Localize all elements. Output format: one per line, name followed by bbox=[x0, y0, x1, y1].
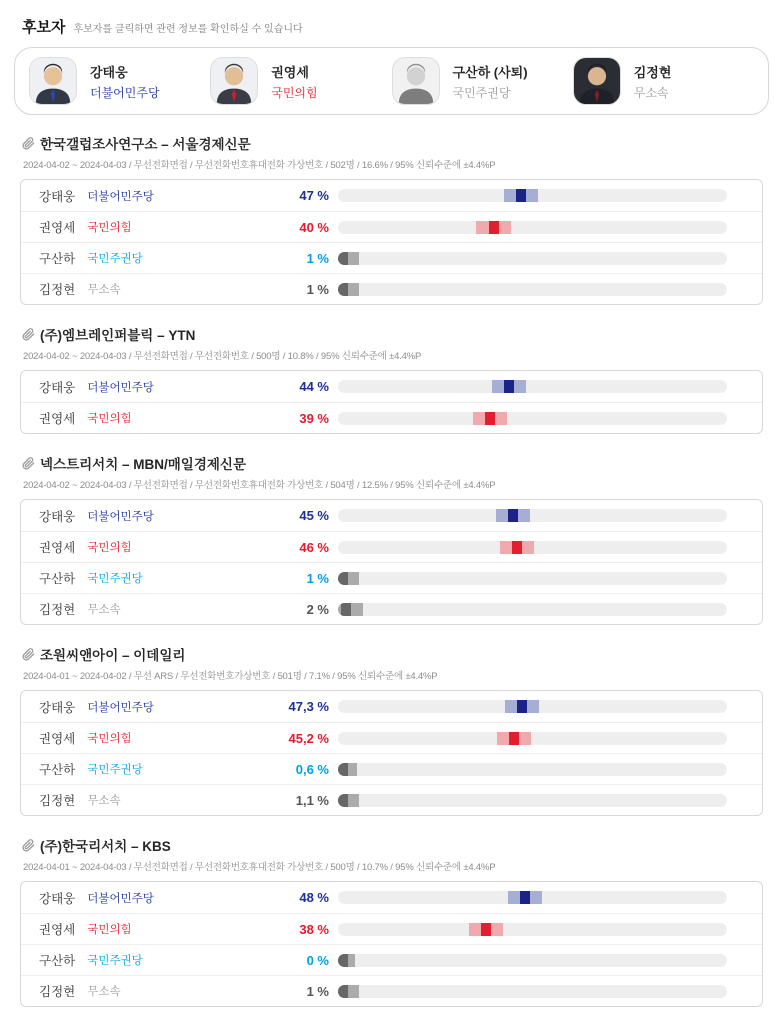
candidate-name: 강태웅 bbox=[39, 509, 76, 524]
poll-head bbox=[22, 324, 763, 344]
poll-row bbox=[21, 242, 762, 273]
candidate-name: 구산하 bbox=[39, 763, 76, 777]
poll-percentage: 47 % bbox=[299, 188, 329, 203]
poll-head bbox=[22, 644, 763, 664]
poll-bar-track bbox=[338, 189, 727, 202]
poll-percentage: 1,1 % bbox=[295, 792, 329, 808]
row-left bbox=[39, 760, 271, 778]
row-left bbox=[39, 698, 271, 716]
row-left bbox=[39, 600, 271, 618]
candidate-party: 더불어민주당 bbox=[87, 510, 154, 523]
candidate-info bbox=[453, 62, 528, 101]
poll-bar-track bbox=[338, 923, 727, 936]
poll-percentage: 1 % bbox=[306, 983, 329, 999]
poll-bar-track bbox=[338, 252, 727, 265]
paperclip-icon bbox=[22, 839, 35, 852]
candidate-info bbox=[90, 62, 160, 101]
poll-meta: 2024-04-02 ~ 2024-04-03 / 무선전화면접 / 무선전화번호 / 500명 / 10.8% / 95% 신뢰수준에 ±4.4%P bbox=[23, 351, 422, 362]
candidate-party: 무소속 bbox=[87, 604, 121, 616]
poll-title: 조원씨앤아이 – 이데일리 bbox=[40, 648, 186, 663]
poll-table bbox=[20, 370, 763, 434]
poll-percentage: 1 % bbox=[306, 250, 329, 266]
row-left bbox=[39, 280, 271, 298]
row-left bbox=[39, 409, 271, 427]
poll-section bbox=[20, 644, 763, 816]
value-marker bbox=[338, 283, 348, 296]
row-left bbox=[39, 920, 271, 938]
candidate-name: 김정현 bbox=[39, 283, 76, 297]
poll-percentage: 1 % bbox=[306, 281, 329, 297]
row-left bbox=[39, 538, 271, 556]
poll-percentage: 45,2 % bbox=[288, 730, 329, 746]
candidate-party: 무소속 bbox=[633, 85, 669, 100]
candidate-party: 국민의힘 bbox=[271, 85, 318, 100]
candidate-name: 강태웅 bbox=[39, 380, 76, 395]
candidate-name: 강태웅 bbox=[90, 64, 128, 80]
poll-row bbox=[21, 913, 762, 944]
poll-section bbox=[20, 133, 763, 305]
poll-bar-track bbox=[338, 732, 727, 745]
poll-bar-track bbox=[338, 985, 727, 998]
row-left bbox=[39, 729, 271, 747]
poll-meta: 2024-04-02 ~ 2024-04-03 / 무선전화면접 / 무선전화번호휴대전화 가상번호 / 504명 / 12.5% / 95% 신뢰수준에 ±4.4%P bbox=[23, 480, 496, 491]
value-marker bbox=[338, 572, 348, 585]
poll-percentage: 40 % bbox=[299, 219, 329, 235]
candidate-card[interactable] bbox=[210, 57, 391, 105]
poll-title: 한국갤럽조사연구소 – 서울경제신문 bbox=[40, 137, 251, 152]
poll-section bbox=[20, 324, 763, 434]
row-left bbox=[39, 982, 271, 1000]
value-marker bbox=[338, 763, 348, 776]
page-header bbox=[22, 16, 763, 37]
poll-meta: 2024-04-01 ~ 2024-04-02 / 무선 ARS / 무선전화번호가상번호 / 501명 / 7.1% / 95% 신뢰수준에 ±4.4%P bbox=[23, 671, 438, 682]
poll-table bbox=[20, 881, 763, 1007]
value-marker bbox=[509, 732, 519, 745]
poll-bar-track bbox=[338, 221, 727, 234]
candidate-party: 국민의힘 bbox=[87, 924, 132, 936]
poll-table bbox=[20, 499, 763, 625]
candidate-name: 강태웅 bbox=[39, 891, 76, 906]
paperclip-icon bbox=[22, 457, 35, 470]
candidate-party: 더불어민주당 bbox=[87, 381, 154, 394]
candidate-card[interactable] bbox=[392, 57, 573, 105]
poll-head bbox=[22, 453, 763, 473]
value-marker bbox=[504, 380, 514, 393]
poll-bar-track bbox=[338, 891, 727, 904]
candidate-party: 무소속 bbox=[87, 795, 121, 807]
row-left bbox=[39, 951, 271, 969]
poll-table bbox=[20, 179, 763, 305]
candidate-name: 권영세 bbox=[39, 923, 76, 937]
poll-row bbox=[21, 722, 762, 753]
candidate-party: 무소속 bbox=[87, 986, 121, 998]
candidate-card[interactable] bbox=[573, 57, 754, 105]
poll-percentage: 0 % bbox=[306, 952, 329, 968]
poll-bar-track bbox=[338, 763, 727, 776]
candidate-name: 강태웅 bbox=[39, 189, 76, 204]
poll-head bbox=[22, 835, 763, 855]
candidate-panel bbox=[14, 47, 769, 115]
value-marker bbox=[338, 954, 348, 967]
value-marker bbox=[338, 794, 348, 807]
poll-percentage: 2 % bbox=[306, 601, 329, 617]
poll-row bbox=[21, 882, 762, 913]
poll-bar-track bbox=[338, 509, 727, 522]
candidate-party: 국민주권당 bbox=[87, 955, 143, 967]
row-left bbox=[39, 187, 271, 205]
page-subtitle: 후보자를 클릭하면 관련 정보를 확인하실 수 있습니다 bbox=[73, 24, 303, 35]
candidate-info bbox=[271, 62, 317, 101]
candidate-name: 권영세 bbox=[39, 221, 76, 235]
poll-percentage: 46 % bbox=[299, 539, 329, 555]
poll-row bbox=[21, 500, 762, 531]
poll-list bbox=[20, 133, 763, 1007]
poll-bar-track bbox=[338, 283, 727, 296]
value-marker bbox=[516, 189, 526, 202]
poll-bar-track bbox=[338, 603, 727, 616]
candidate-party: 국민의힘 bbox=[87, 542, 132, 554]
candidate-name: 구산하 (사퇴) bbox=[452, 64, 528, 80]
poll-row bbox=[21, 784, 762, 815]
poll-row bbox=[21, 593, 762, 624]
row-left bbox=[39, 889, 271, 907]
candidate-party: 더불어민주당 bbox=[87, 701, 154, 714]
candidate-party: 국민의힘 bbox=[87, 222, 132, 234]
poll-row bbox=[21, 944, 762, 975]
candidate-party: 무소속 bbox=[87, 284, 121, 296]
poll-percentage: 47,3 % bbox=[288, 699, 329, 714]
row-left bbox=[39, 378, 271, 396]
page-title: 후보자 bbox=[22, 19, 66, 36]
poll-title: (주)엠브레인퍼블릭 – YTN bbox=[40, 328, 196, 343]
poll-bar-track bbox=[338, 700, 727, 713]
poll-bar-track bbox=[338, 412, 727, 425]
poll-head bbox=[22, 133, 763, 153]
paperclip-icon bbox=[22, 328, 35, 341]
poll-percentage: 45 % bbox=[299, 508, 329, 523]
poll-row bbox=[21, 753, 762, 784]
poll-row bbox=[21, 975, 762, 1006]
candidate-party: 더불어민주당 bbox=[87, 190, 154, 203]
poll-row bbox=[21, 562, 762, 593]
candidate-photo bbox=[392, 57, 440, 105]
poll-row bbox=[21, 402, 762, 433]
poll-bar-track bbox=[338, 794, 727, 807]
candidate-photo bbox=[29, 57, 77, 105]
poll-percentage: 44 % bbox=[299, 379, 329, 394]
candidate-name: 권영세 bbox=[271, 64, 309, 80]
row-left bbox=[39, 249, 271, 267]
candidate-party: 더불어민주당 bbox=[87, 892, 154, 905]
poll-meta: 2024-04-02 ~ 2024-04-03 / 무선전화면접 / 무선전화번호휴대전화 가상번호 / 502명 / 16.6% / 95% 신뢰수준에 ±4.4%P bbox=[23, 160, 496, 171]
value-marker bbox=[520, 891, 530, 904]
poll-percentage: 1 % bbox=[306, 570, 329, 586]
poll-row bbox=[21, 180, 762, 211]
value-marker bbox=[481, 923, 491, 936]
candidate-name: 구산하 bbox=[39, 954, 76, 968]
candidate-party: 국민주권당 bbox=[452, 85, 511, 100]
candidate-card[interactable] bbox=[29, 57, 210, 105]
candidate-name: 권영세 bbox=[39, 541, 76, 555]
value-marker bbox=[508, 509, 518, 522]
candidate-name: 김정현 bbox=[633, 64, 672, 80]
candidate-party: 국민의힘 bbox=[87, 413, 132, 425]
poll-row bbox=[21, 273, 762, 304]
paperclip-icon bbox=[22, 137, 35, 150]
value-marker bbox=[341, 603, 351, 616]
row-left bbox=[39, 791, 271, 809]
value-marker bbox=[485, 412, 495, 425]
candidate-photo bbox=[573, 57, 621, 105]
value-marker bbox=[517, 700, 527, 713]
poll-percentage: 0,6 % bbox=[295, 761, 329, 777]
poll-bar-track bbox=[338, 380, 727, 393]
candidate-name: 구산하 bbox=[39, 572, 76, 586]
poll-title: (주)한국리서치 – KBS bbox=[40, 839, 171, 854]
paperclip-icon bbox=[22, 648, 35, 661]
value-marker bbox=[338, 985, 348, 998]
candidate-name: 김정현 bbox=[39, 794, 76, 808]
candidate-name: 김정현 bbox=[39, 985, 76, 999]
candidate-party: 국민주권당 bbox=[87, 764, 143, 776]
poll-section bbox=[20, 835, 763, 1007]
poll-row bbox=[21, 211, 762, 242]
poll-title: 넥스트리서치 – MBN/매일경제신문 bbox=[40, 457, 246, 472]
candidate-name: 김정현 bbox=[39, 603, 76, 617]
poll-section bbox=[20, 453, 763, 625]
value-marker bbox=[512, 541, 522, 554]
poll-row bbox=[21, 531, 762, 562]
candidate-name: 권영세 bbox=[39, 732, 76, 746]
candidate-party: 국민주권당 bbox=[87, 253, 143, 265]
poll-percentage: 39 % bbox=[299, 410, 329, 426]
poll-percentage: 38 % bbox=[299, 921, 329, 937]
value-marker bbox=[338, 252, 348, 265]
poll-row bbox=[21, 371, 762, 402]
row-left bbox=[39, 218, 271, 236]
candidate-name: 구산하 bbox=[39, 252, 76, 266]
poll-table bbox=[20, 690, 763, 816]
poll-row bbox=[21, 691, 762, 722]
poll-bar-track bbox=[338, 954, 727, 967]
poll-percentage: 48 % bbox=[299, 890, 329, 905]
candidate-party: 더불어민주당 bbox=[90, 85, 160, 100]
poll-bar-track bbox=[338, 572, 727, 585]
candidate-info bbox=[634, 62, 672, 101]
poll-bar-track bbox=[338, 541, 727, 554]
value-marker bbox=[489, 221, 499, 234]
row-left bbox=[39, 569, 271, 587]
candidate-party: 국민주권당 bbox=[87, 573, 143, 585]
candidate-name: 권영세 bbox=[39, 412, 76, 426]
poll-meta: 2024-04-01 ~ 2024-04-03 / 무선전화면접 / 무선전화번호휴대전화 가상번호 / 500명 / 10.7% / 95% 신뢰수준에 ±4.4%P bbox=[23, 862, 496, 873]
candidate-photo bbox=[210, 57, 258, 105]
candidate-party: 국민의힘 bbox=[87, 733, 132, 745]
candidate-name: 강태웅 bbox=[39, 700, 76, 715]
row-left bbox=[39, 507, 271, 525]
